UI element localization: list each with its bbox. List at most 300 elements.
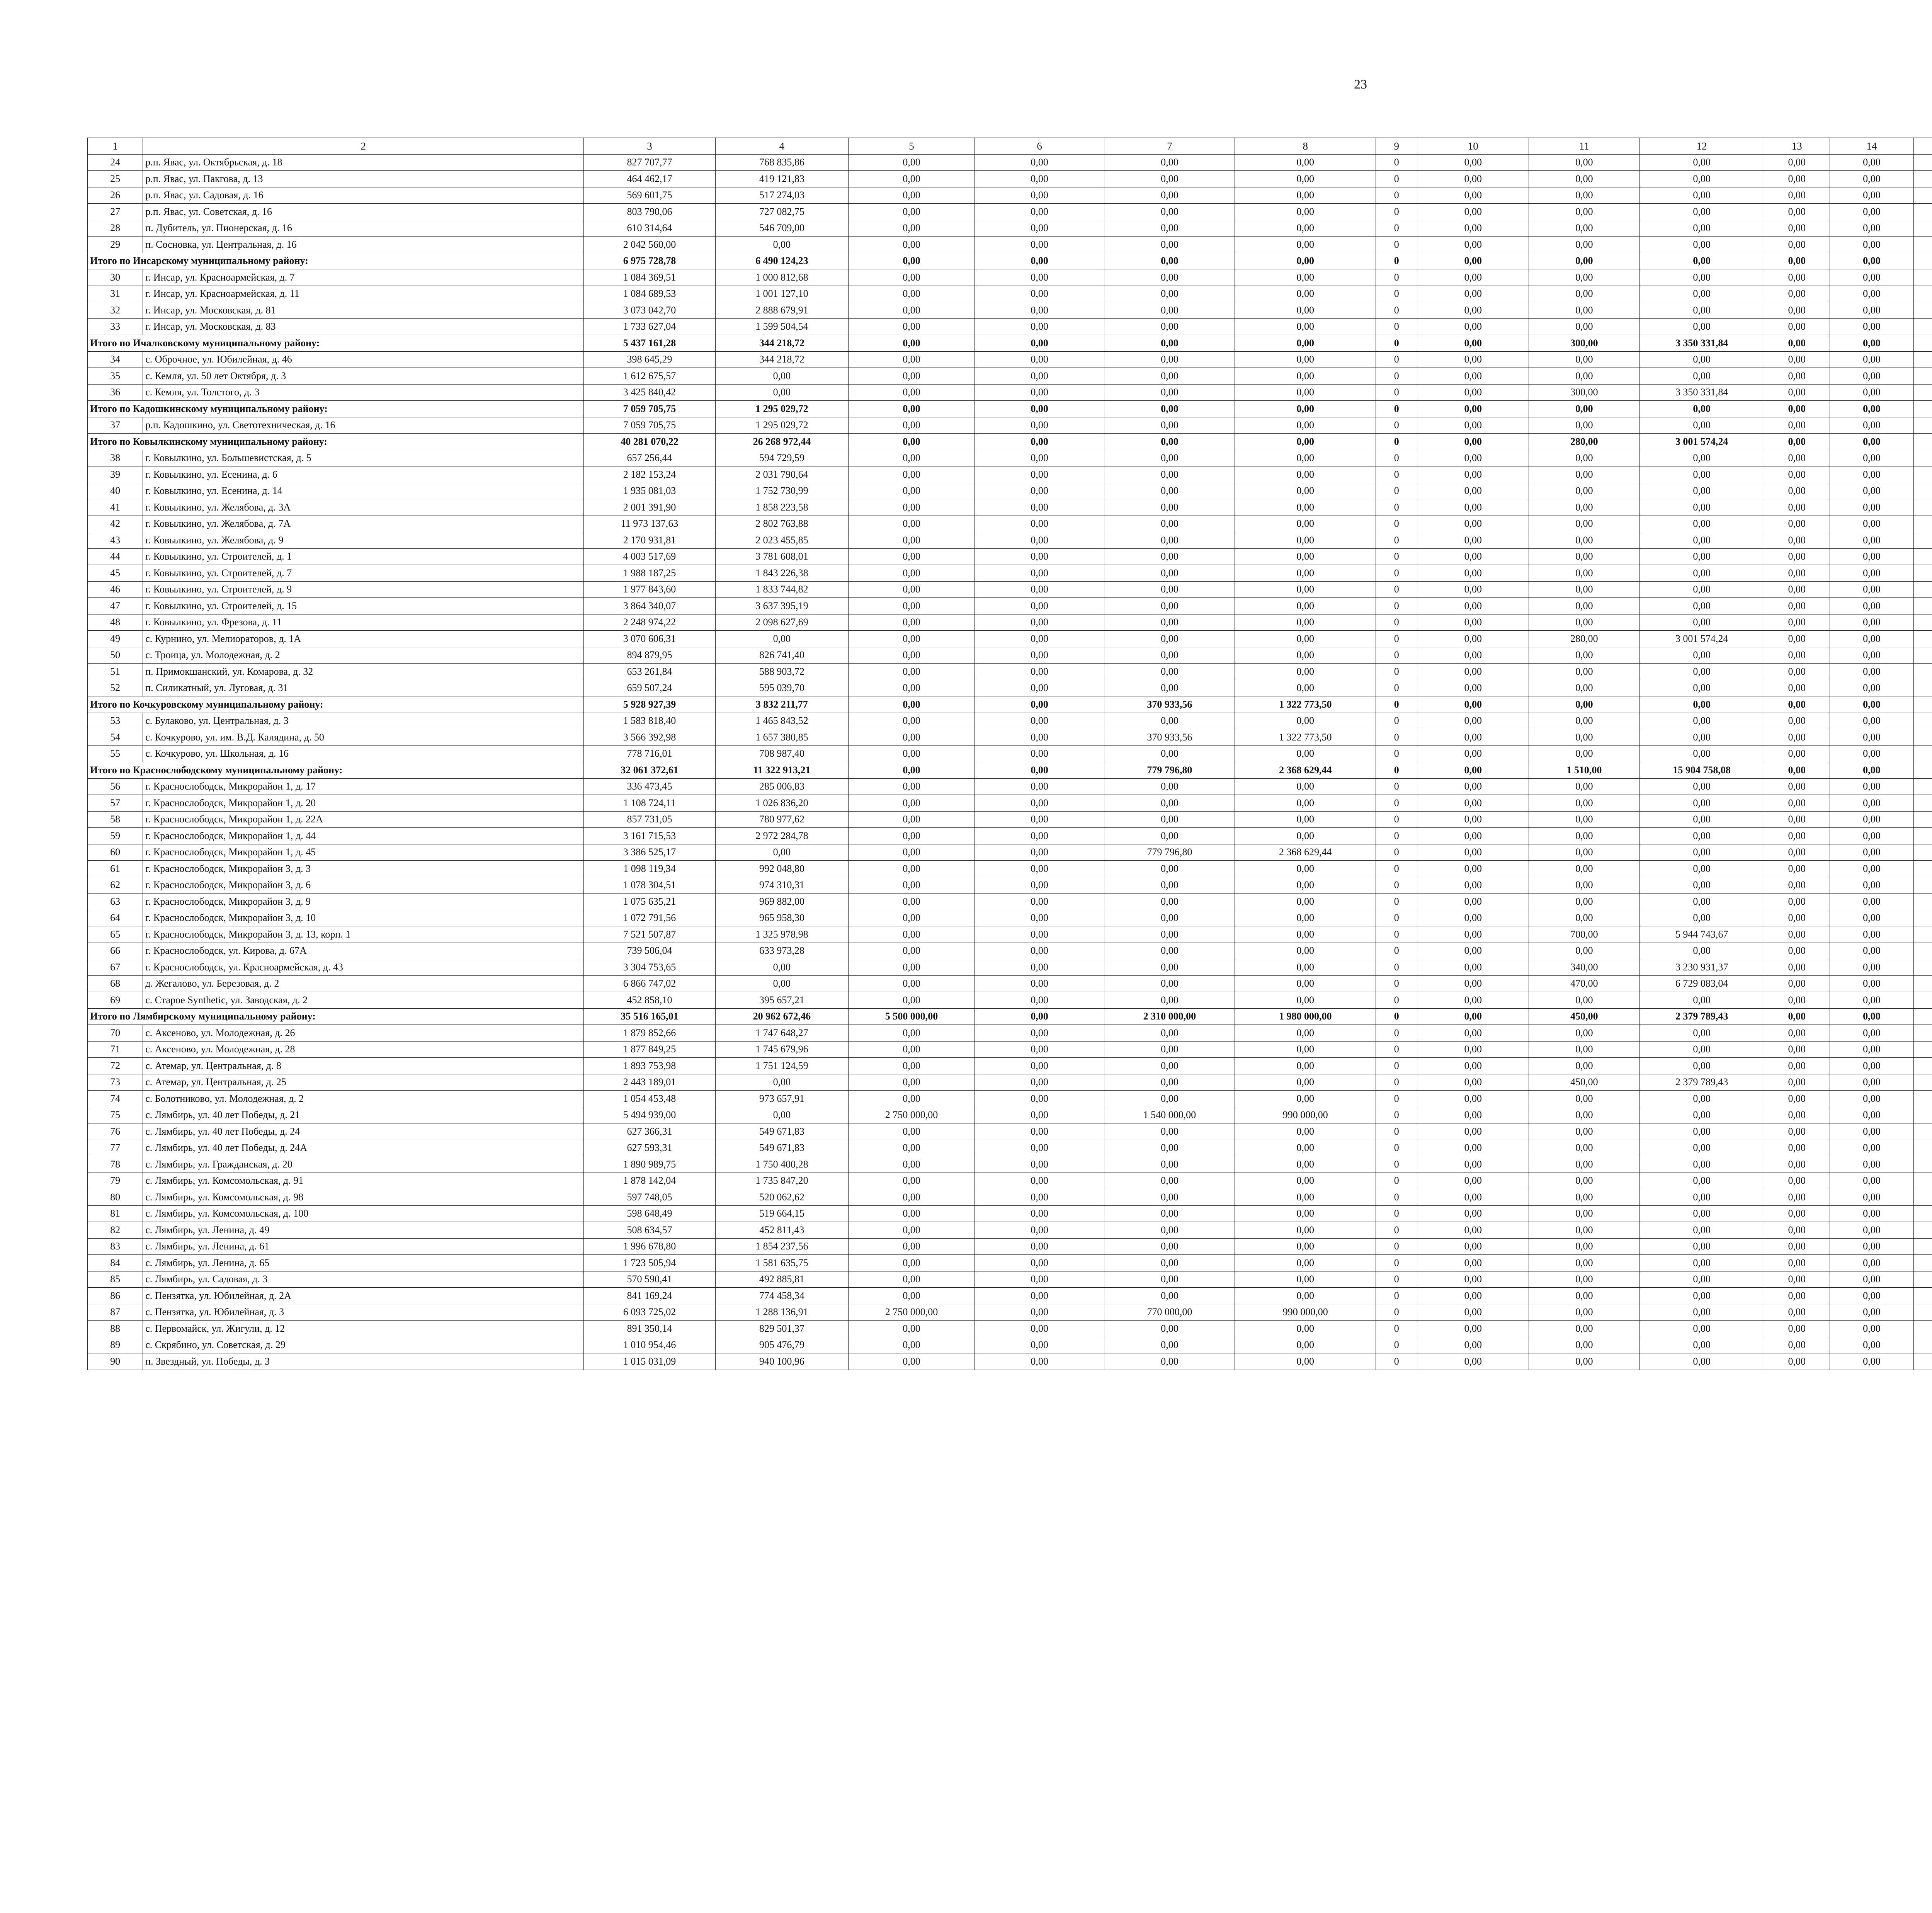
table-cell: 0,00 [1764,647,1830,664]
table-cell: 0,00 [1104,614,1235,631]
row-number: 63 [88,894,143,910]
table-cell: 0,00 [1639,598,1764,614]
table-cell: 0,00 [1529,894,1639,910]
table-cell: 588 903,72 [715,664,849,680]
table-cell: 0,00 [1235,1288,1376,1304]
table-cell: 0,00 [1235,828,1376,844]
table-row [88,368,1932,385]
table-cell: 0 [1376,844,1417,861]
table-cell: 0,00 [1764,237,1830,253]
table-cell: 0,00 [975,1189,1104,1206]
table-cell: 0 [1376,1140,1417,1156]
table-row [88,959,1932,976]
table-cell: 3 864 340,07 [584,598,715,614]
table-cell: 1 010 954,46 [584,1337,715,1353]
table-cell: 0,00 [1529,844,1639,861]
table-cell: 0,00 [1235,778,1376,795]
table-cell: 0,00 [1830,959,1913,976]
table-cell: 0,00 [975,975,1104,992]
table-cell: 0,00 [975,1271,1104,1288]
table-cell: 0,00 [1529,1353,1639,1370]
table-cell: 0,00 [1639,368,1764,385]
table-cell: 0,00 [975,1321,1104,1337]
table-cell: 2 802 763,88 [715,516,849,532]
table-cell: 0 [1376,1156,1417,1173]
table-cell [1913,1353,1932,1370]
table-cell [1913,1025,1932,1042]
table-cell: 0,00 [1417,795,1529,812]
table-cell: 0,00 [1830,745,1913,762]
table-cell: 0,00 [849,959,975,976]
subtotal-cell: 0,00 [1104,401,1235,417]
table-cell: 0,00 [1235,499,1376,516]
address-cell: г. Краснослободск, ул. Красноармейская, д. 43 [143,959,584,976]
table-cell: 0,00 [1764,1271,1830,1288]
address-cell: п. Примокшанский, ул. Комарова, д. 32 [143,664,584,680]
table-cell: 653 261,84 [584,664,715,680]
table-cell: 0,00 [1529,1173,1639,1189]
subtotal-cell [1913,696,1932,713]
table-cell [1913,745,1932,762]
table-cell: 0,00 [1417,1074,1529,1091]
table-cell: 0,00 [1764,154,1830,171]
table-cell: 1 878 142,04 [584,1173,715,1189]
table-cell: 0,00 [1417,204,1529,220]
table-cell: 827 707,77 [584,154,715,171]
row-number: 66 [88,943,143,959]
table-cell: 0,00 [1235,1353,1376,1370]
table-cell: 0,00 [1639,680,1764,696]
table-cell: 0,00 [1104,466,1235,483]
table-cell: 0,00 [1235,187,1376,204]
table-cell: 0,00 [1830,269,1913,286]
table-cell: 0,00 [975,943,1104,959]
table-row [88,532,1932,549]
table-cell: 0,00 [849,187,975,204]
table-cell: 0,00 [849,975,975,992]
table-cell: 0,00 [1417,1222,1529,1239]
table-cell: 0,00 [1764,680,1830,696]
address-cell: г. Краснослободск, Микрорайон 1, д. 44 [143,828,584,844]
table-cell: 2 182 153,24 [584,466,715,483]
table-cell: 0 [1376,466,1417,483]
table-cell: 0,00 [1235,302,1376,319]
table-cell: 0,00 [1235,1189,1376,1206]
address-cell: г. Ковылкино, ул. Желябова, д. 7А [143,516,584,532]
table-cell: 1 890 989,75 [584,1156,715,1173]
table-cell: 0,00 [1764,664,1830,680]
table-cell: 0,00 [1104,795,1235,812]
table-cell: 1 084 689,53 [584,286,715,302]
subtotal-cell: 0,00 [1104,335,1235,352]
subtotal-cell: 0,00 [1235,401,1376,417]
row-number: 53 [88,713,143,729]
table-cell: 0,00 [849,565,975,582]
table-cell: 0,00 [1639,581,1764,598]
table-cell: 2 750 000,00 [849,1107,975,1123]
table-cell: 0 [1376,237,1417,253]
table-cell: 0,00 [975,269,1104,286]
table-row [88,1041,1932,1058]
subtotal-cell: 0,00 [1235,253,1376,269]
address-cell: р.п. Кадошкино, ул. Светотехническая, д. 16 [143,417,584,434]
table-cell: 803 790,06 [584,204,715,220]
column-number: 10 [1417,138,1529,155]
subtotal-cell [1913,434,1932,450]
table-cell: 0,00 [1417,1353,1529,1370]
table-row [88,647,1932,664]
table-cell [1913,664,1932,680]
table-cell: 0,00 [975,828,1104,844]
table-cell: 0,00 [715,384,849,401]
table-cell: 0,00 [1417,959,1529,976]
table-cell: 3 350 331,84 [1639,384,1764,401]
table-cell: 0,00 [1830,466,1913,483]
table-cell: 0 [1376,1222,1417,1239]
table-cell: 727 082,75 [715,204,849,220]
table-cell: 0,00 [849,302,975,319]
table-cell: 0,00 [1639,417,1764,434]
table-cell: 0,00 [1830,778,1913,795]
table-cell: 0 [1376,483,1417,499]
table-cell: 0,00 [1830,1222,1913,1239]
table-cell: 0,00 [1529,368,1639,385]
table-cell: 5 494 939,00 [584,1107,715,1123]
column-number: 4 [715,138,849,155]
row-number: 59 [88,828,143,844]
table-cell: 0,00 [1235,417,1376,434]
table-cell: 0,00 [1639,499,1764,516]
table-cell: 0,00 [1104,1288,1235,1304]
subtotal-cell: 0,00 [1417,253,1529,269]
table-row [88,975,1932,992]
table-cell: 0,00 [975,729,1104,746]
table-cell: 0 [1376,1304,1417,1321]
table-cell: 0,00 [1529,154,1639,171]
table-cell [1913,877,1932,894]
table-cell: 0,00 [1830,417,1913,434]
table-cell: 2 098 627,69 [715,614,849,631]
table-cell: 0,00 [975,351,1104,368]
table-cell: 0,00 [1764,828,1830,844]
table-cell: 285 006,83 [715,778,849,795]
subtotal-cell: 6 490 124,23 [715,253,849,269]
table-cell: 0,00 [1104,910,1235,926]
table-cell: 0,00 [1764,1353,1830,1370]
table-cell: 0,00 [1764,778,1830,795]
table-cell: 0,00 [849,729,975,746]
table-cell: 0,00 [1417,565,1529,582]
table-row [88,171,1932,187]
subtotal-cell: 0,00 [1830,1008,1913,1025]
table-cell: 0 [1376,1337,1417,1353]
row-number: 84 [88,1255,143,1271]
table-cell: 0,00 [1639,351,1764,368]
table-cell: 0,00 [975,171,1104,187]
table-cell: 0,00 [1235,959,1376,976]
table-cell: 0,00 [1235,318,1376,335]
table-cell: 0 [1376,581,1417,598]
table-cell: 0,00 [975,1173,1104,1189]
table-cell: 0,00 [975,1041,1104,1058]
table-cell: 0,00 [1639,828,1764,844]
table-cell: 2 170 931,81 [584,532,715,549]
table-cell: 0,00 [975,220,1104,237]
subtotal-cell: 0,00 [1764,253,1830,269]
row-number: 46 [88,581,143,598]
table-cell: 778 716,01 [584,745,715,762]
table-cell [1913,154,1932,171]
address-cell: г. Краснослободск, Микрорайон 3, д. 10 [143,910,584,926]
subtotal-cell: 20 962 672,46 [715,1008,849,1025]
table-row [88,1255,1932,1271]
table-cell: 0,00 [1830,237,1913,253]
table-cell: 0,00 [849,1238,975,1255]
table-cell: 0,00 [1417,483,1529,499]
address-cell: г. Краснослободск, Микрорайон 3, д. 13, корп. 1 [143,926,584,943]
table-cell: 0,00 [1104,1140,1235,1156]
table-cell: 0,00 [1235,237,1376,253]
table-cell: 0,00 [1830,1238,1913,1255]
address-cell: с. Первомайск, ул. Жигули, д. 12 [143,1321,584,1337]
table-cell: 0,00 [1417,1025,1529,1042]
table-cell: 0,00 [1235,1123,1376,1140]
table-cell: 0,00 [1417,861,1529,877]
table-cell: 0,00 [1235,351,1376,368]
table-cell: 0,00 [1235,992,1376,1009]
table-cell: 1 540 000,00 [1104,1107,1235,1123]
table-cell: 1 026 836,20 [715,795,849,812]
table-row [88,237,1932,253]
table-cell: 0,00 [849,926,975,943]
address-cell: г. Ковылкино, ул. Есенина, д. 6 [143,466,584,483]
table-cell: 419 121,83 [715,171,849,187]
table-cell: 0,00 [1764,1337,1830,1353]
table-cell: 1 583 818,40 [584,713,715,729]
table-cell: 0,00 [849,237,975,253]
table-cell: 0,00 [849,1321,975,1337]
subtotal-cell [1913,335,1932,352]
table-cell: 0,00 [1104,532,1235,549]
table-row [88,516,1932,532]
table-cell: 0,00 [1830,450,1913,466]
table-cell: 0,00 [1104,516,1235,532]
table-cell: 0,00 [849,680,975,696]
table-cell: 0,00 [1639,1173,1764,1189]
table-cell: 0,00 [1104,1058,1235,1074]
table-cell: 0,00 [849,1337,975,1353]
table-cell [1913,729,1932,746]
table-cell: 0,00 [975,1222,1104,1239]
subtotal-cell: 2 379 789,43 [1639,1008,1764,1025]
table-cell: 7 059 705,75 [584,417,715,434]
table-cell: 0,00 [1417,943,1529,959]
table-cell: 0,00 [1104,220,1235,237]
table-cell: 0,00 [975,680,1104,696]
table-cell: 0,00 [1529,910,1639,926]
table-cell: 0,00 [1639,286,1764,302]
column-number: 5 [849,138,975,155]
table-cell: 0,00 [1764,516,1830,532]
table-cell: 0,00 [1417,631,1529,647]
table-cell: 0,00 [1639,778,1764,795]
row-number: 68 [88,975,143,992]
row-number: 38 [88,450,143,466]
table-cell: 0 [1376,1041,1417,1058]
subtotal-cell: 0,00 [1639,253,1764,269]
table-cell [1913,975,1932,992]
table-cell: 0 [1376,778,1417,795]
address-cell: р.п. Явас, ул. Октябрьская, д. 18 [143,154,584,171]
table-cell: 0,00 [1529,565,1639,582]
address-cell: с. Лямбирь, ул. 40 лет Победы, д. 24А [143,1140,584,1156]
subtotal-cell: 0,00 [1764,762,1830,779]
subtotal-cell [1913,762,1932,779]
table-row [88,1123,1932,1140]
table-cell: 0 [1376,910,1417,926]
table-cell: 0,00 [1417,417,1529,434]
address-cell: с. Пензятка, ул. Юбилейная, д. 3 [143,1304,584,1321]
table-cell: 0,00 [1417,516,1529,532]
subtotal-cell: 5 437 161,28 [584,335,715,352]
table-cell: 0,00 [1830,894,1913,910]
table-cell: 0,00 [1529,318,1639,335]
table-row [88,269,1932,286]
row-number: 31 [88,286,143,302]
table-cell: 3 073 042,70 [584,302,715,319]
table-cell: 0,00 [849,778,975,795]
table-cell [1913,1173,1932,1189]
subtotal-cell: 280,00 [1529,434,1639,450]
table-cell: 0,00 [1639,220,1764,237]
table-cell [1913,499,1932,516]
subtotal-cell: 0,00 [849,335,975,352]
table-row [88,910,1932,926]
table-cell: 0,00 [1417,1156,1529,1173]
table-cell [1913,1140,1932,1156]
row-number: 60 [88,844,143,861]
table-cell [1913,1238,1932,1255]
table-cell: 0,00 [975,1156,1104,1173]
row-number: 39 [88,466,143,483]
table-cell: 5 944 743,67 [1639,926,1764,943]
table-row [88,614,1932,631]
table-cell: 0,00 [1830,1205,1913,1222]
table-cell: 1 599 504,54 [715,318,849,335]
table-cell: 0,00 [1104,581,1235,598]
table-cell: 0,00 [975,959,1104,976]
table-cell: 0,00 [1529,302,1639,319]
table-cell: 633 973,28 [715,943,849,959]
table-cell: 0,00 [975,1337,1104,1353]
table-cell: 739 506,04 [584,943,715,959]
table-cell: 1 735 847,20 [715,1173,849,1189]
table-cell: 0 [1376,861,1417,877]
table-cell: 0,00 [849,992,975,1009]
table-row [88,844,1932,861]
subtotal-cell: 450,00 [1529,1008,1639,1025]
table-cell: 0,00 [1764,466,1830,483]
table-cell: 0 [1376,877,1417,894]
table-cell: 0 [1376,318,1417,335]
table-row [88,713,1932,729]
table-cell: 0,00 [1529,598,1639,614]
table-cell [1913,384,1932,401]
table-cell: 0,00 [1830,1156,1913,1173]
table-cell: 0,00 [1417,286,1529,302]
table-cell: 0,00 [1764,532,1830,549]
row-number: 90 [88,1353,143,1370]
table-cell: 0,00 [849,844,975,861]
subtotal-cell: 0,00 [975,401,1104,417]
address-cell: г. Ковылкино, ул. Желябова, д. 3А [143,499,584,516]
address-cell: п. Сосновка, ул. Центральная, д. 16 [143,237,584,253]
table-cell: 0,00 [975,926,1104,943]
table-row [88,861,1932,877]
table-cell: 0,00 [1639,466,1764,483]
table-cell: 0,00 [1417,745,1529,762]
table-cell: 3 161 715,53 [584,828,715,844]
table-cell: 0,00 [849,154,975,171]
table-cell: 0,00 [975,664,1104,680]
table-cell: 990 000,00 [1235,1304,1376,1321]
table-cell: 0,00 [1529,1025,1639,1042]
table-cell [1913,1107,1932,1123]
table-cell [1913,318,1932,335]
subtotal-cell: 0,00 [1235,335,1376,352]
table-cell: 0,00 [1830,811,1913,828]
table-cell: 0,00 [849,614,975,631]
address-cell: г. Краснослободск, Микрорайон 3, д. 6 [143,877,584,894]
table-cell: 0,00 [849,1288,975,1304]
row-number: 49 [88,631,143,647]
table-cell: 0,00 [1104,187,1235,204]
table-cell: 0,00 [1764,1107,1830,1123]
address-cell: г. Краснослободск, ул. Кирова, д. 67А [143,943,584,959]
address-cell: г. Ковылкино, ул. Большевистская, д. 5 [143,450,584,466]
table-cell: 0,00 [975,565,1104,582]
table-cell: 0,00 [1417,1288,1529,1304]
table-row [88,811,1932,828]
table-cell: 6 866 747,02 [584,975,715,992]
column-number: 9 [1376,138,1417,155]
table-cell: 0,00 [1830,1074,1913,1091]
row-number: 45 [88,565,143,582]
table-cell: 2 368 629,44 [1235,844,1376,861]
column-number: 6 [975,138,1104,155]
table-cell: 0,00 [1235,647,1376,664]
table-cell: 0,00 [1529,647,1639,664]
table-cell: 0,00 [1417,532,1529,549]
table-row [88,204,1932,220]
subtotal-cell: 370 933,56 [1104,696,1235,713]
table-cell: 0,00 [975,154,1104,171]
row-number: 40 [88,483,143,499]
table-cell: 0,00 [1639,154,1764,171]
table-cell [1913,581,1932,598]
table-cell: 0,00 [1639,877,1764,894]
table-cell: 0,00 [1830,368,1913,385]
address-cell: р.п. Явас, ул. Советская, д. 16 [143,204,584,220]
table-cell: 0,00 [1529,1123,1639,1140]
subtotal-cell: 0,00 [1830,696,1913,713]
table-row [88,286,1932,302]
table-row [88,1271,1932,1288]
row-number: 81 [88,1205,143,1222]
table-cell: 0,00 [1235,877,1376,894]
table-cell: 0,00 [715,368,849,385]
table-cell: 0,00 [975,532,1104,549]
